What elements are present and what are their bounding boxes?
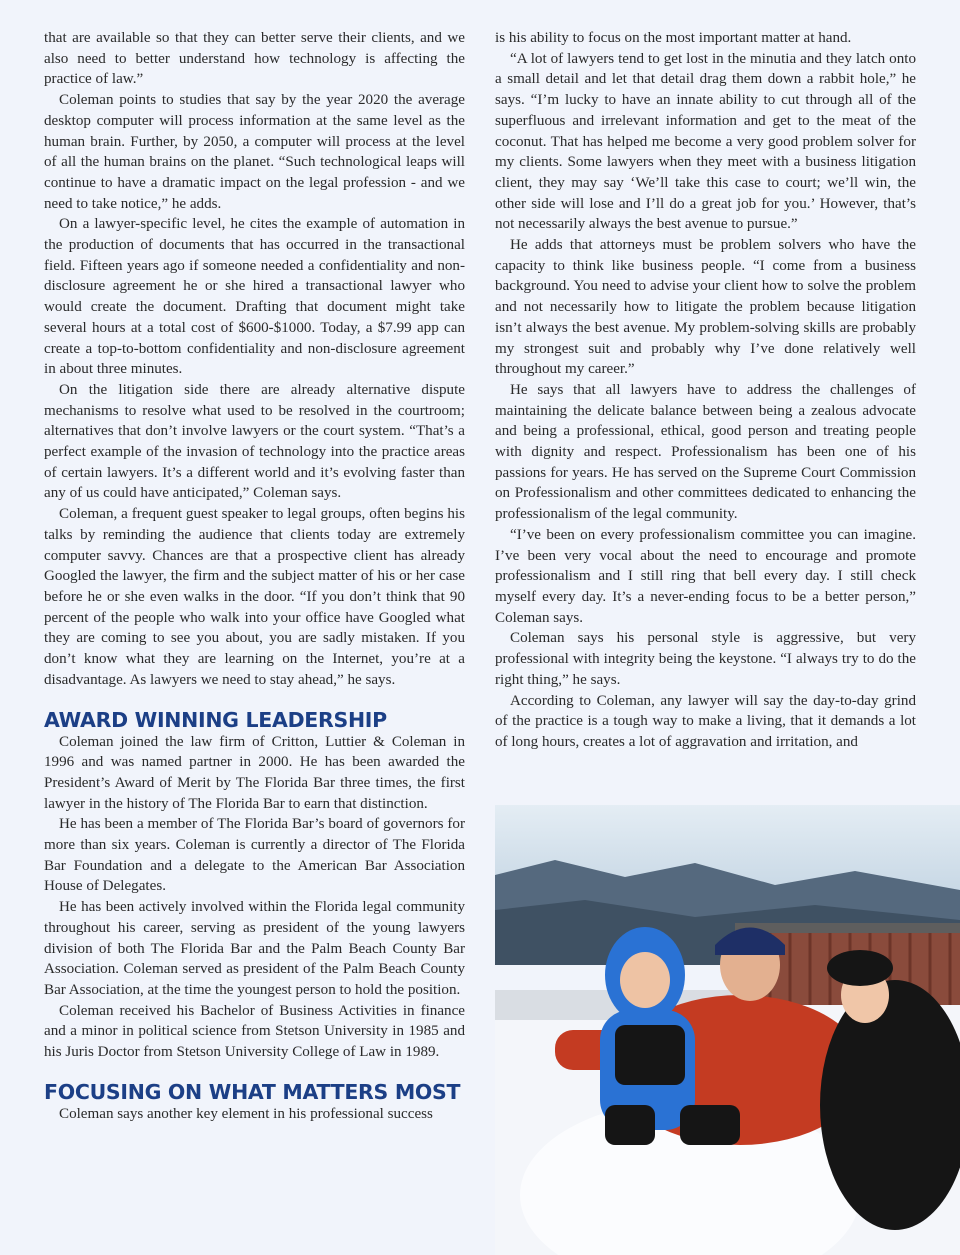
paragraph: “I’ve been on every professionalism committee you can imagine. I’ve been very vocal about the need to encourage and promote professionalism and I still ring that bell every day. I still check myself every day. It’s a never-ending focus to be a better person,” Coleman says. — [495, 526, 916, 626]
photo-illustration — [495, 805, 960, 1255]
paragraph: that are available so that they can better serve their clients, and we also need to better understand how technology is affecting the practice of law.” — [44, 30, 465, 88]
right-column — [495, 28, 916, 753]
paragraph: According to Coleman, any lawyer will say the day-to-day grind of the practice is a tough way to make a living, that it demands a lot of long hours, creates a lot of aggravation and irritation, and — [495, 692, 916, 750]
paragraph: “A lot of lawyers tend to get lost in the minutia and they latch onto a small detail and let that detail drag them down a rabbit hole,” he says. “I’m lucky to have an innate ability to cut through all of the superfluous and irrelevant information and get to the meat of the coconut. That has helped me become a very good problem solver for my clients. Some lawyers when they meet with a business litigation client, they may say ‘We’ll take this case to court; we’ll win, the other side will lose and I’ll do a great job for you.’ However, that’s not necessarily always the best avenue to pursue.” — [495, 50, 916, 233]
paragraph: Coleman says his personal style is aggressive, but very professional with integrity being the keystone. “I always try to do the right thing,” he says. — [495, 630, 916, 688]
section-heading-focusing: FOCUSING ON WHAT MATTERS MOST — [44, 1079, 461, 1104]
left-column — [44, 28, 465, 1124]
paragraph: Coleman says another key element in his professional success — [59, 1105, 433, 1122]
photo-fence-rail — [735, 923, 960, 933]
paragraph: Coleman received his Bachelor of Business Activities in finance and a minor in political science from Stetson University in 1985 and his Juris Doctor from Stetson University College of Law in 1989. — [44, 1002, 465, 1061]
paragraph: He says that all lawyers have to address the challenges of maintaining the delicate balance between being a zealous advocate and being a professional, ethical, good person and treating people with dignity and respect. Professionalism has been one of his passions for years. He has served on the Supreme Court Commission on Professionalism and other committees dedicated to enhancing the professionalism of the legal community. — [495, 381, 916, 523]
paragraph: He has been actively involved within the Florida legal community throughout his career, serving as president of the young lawyers division of both The Florida Bar and the Palm Beach County Bar Association. Coleman served as president of the Palm Beach County Bar Association, at the time the youngest person to hold the position. — [44, 899, 465, 998]
paragraph: Coleman joined the law firm of Critton, Luttier & Coleman in 1996 and was named partner in 2000. He has been awarded the President’s Award of Merit by The Florida Bar three times, the first lawyer in the history of The Florida Bar to earn that distinction. — [44, 733, 465, 812]
paragraph: On the litigation side there are already alternative dispute mechanisms to resolve what used to be resolved in the courtroom; alternatives that don’t involve lawyers or the court system. “That’s a perfect example of the invasion of technology into the practice areas of certain lawyers. It’s a different world and it’s evolving faster than any of us could have anticipated,” Coleman says. — [44, 381, 465, 502]
section-heading-award: AWARD WINNING LEADERSHIP — [44, 707, 387, 732]
paragraph: Coleman points to studies that say by the year 2020 the average desktop computer will process information at the same level as the human brain. Further, by 2050, a computer will process at the level of all the human brains on the planet. “Such technological leaps will continue to have a dramatic impact on the legal profession - and we need to take notice,” he adds. — [44, 92, 465, 212]
paragraph: He has been a member of The Florida Bar’s board of governors for more than six years. Coleman is currently a director of The Florida Bar Foundation and a delegate to the American Bar Association House of Delegates. — [44, 816, 465, 895]
paragraph: On a lawyer-specific level, he cites the example of automation in the production of documents that has occurred in the transactional field. Fifteen years ago if someone needed a confidentiality and non-disclosure agreement he or she hired a transactional lawyer who would create the document. Drafting that document might take several hours at a total cost of $600-$1000. Today, a $7.99 app can create a top-to-bottom confidentiality and non-disclosure agreement in about three minutes. — [44, 216, 465, 378]
family-snow-photo — [495, 805, 960, 1255]
paragraph: is his ability to focus on the most important matter at hand. — [495, 30, 852, 46]
paragraph: Coleman, a frequent guest speaker to legal groups, often begins his talks by reminding the audience that clients today are extremely computer savvy. Chances are that a prospective client has already Googled the lawyer, the firm and the subject matter of his or her case before he or she even walks in the door. “If you don’t think that 90 percent of the people who walk into your office have Googled what they are coming to see you about, you are sadly mistaken. If you don’t know what they are learning on the Internet, you’re at a disadvantage. As lawyers we need to stay ahead,” he says. — [44, 506, 465, 688]
paragraph: He adds that attorneys must be problem solvers who have the capacity to think like business people. “I come from a business background. You need to advise your client how to solve the problem and not necessarily how to litigate the problem because litigation isn’t always the best avenue. My problem-solving skills are probably my strongest suit and probably why I’ve done relatively well throughout my career.” — [495, 237, 916, 378]
